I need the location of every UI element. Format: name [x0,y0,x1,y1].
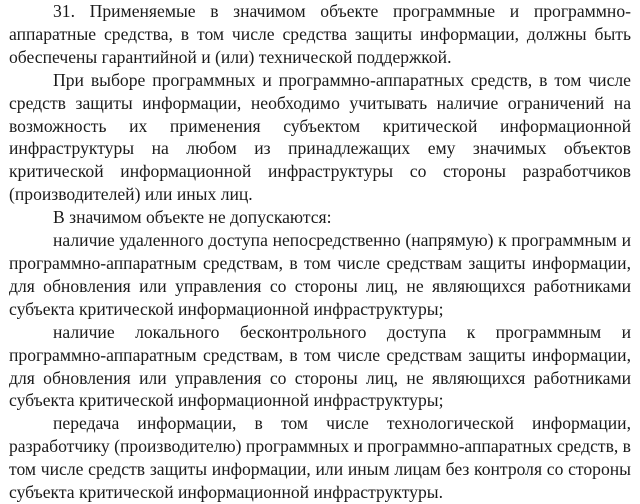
paragraph-usage-restrictions: При выборе программных и программно-аппаратных средств, в том числе средств защиты информации, необходимо учитывать наличие ограничений на возможность их применения субъектом критической информационной инфраструктуры на любом из принадлежащих ему значимых объектов критической информационной инфраструктуры со стороны разработчиков (производителей) или иных лиц. [9,69,631,205]
list-item-local-access: наличие локального бесконтрольного доступа к программным и программно-аппаратным средствам, в том числе средствам защиты информации, для обновления или управления со стороны лиц, не являющихся работниками субъекта критической информационной инфраструктуры; [9,321,631,411]
list-item-information-transfer: передача информации, в том числе технологической информации, разработчику (производителю) программных и программно-аппаратных средств, в том числе средств защиты информации, или иным лицам без контроля со стороны субъекта критической информационной инфраструктуры. [9,413,631,503]
paragraph-not-allowed-intro: В значимом объекте не допускаются: [53,207,332,228]
list-item-remote-access: наличие удаленного доступа непосредственно (напрямую) к программным и программно-аппаратным средствам, в том числе средствам защиты информации, для обновления или управления со стороны лиц, не являющихся работниками субъекта критической информационной инфраструктуры; [9,230,631,319]
document-page [9,0,631,504]
paragraph-31-support-requirement: 31. Применяемые в значимом объекте программные и программно-аппаратные средства, в том числе средства защиты информации, должны быть обеспечены гарантийной и (или) технической поддержкой. [9,1,631,67]
